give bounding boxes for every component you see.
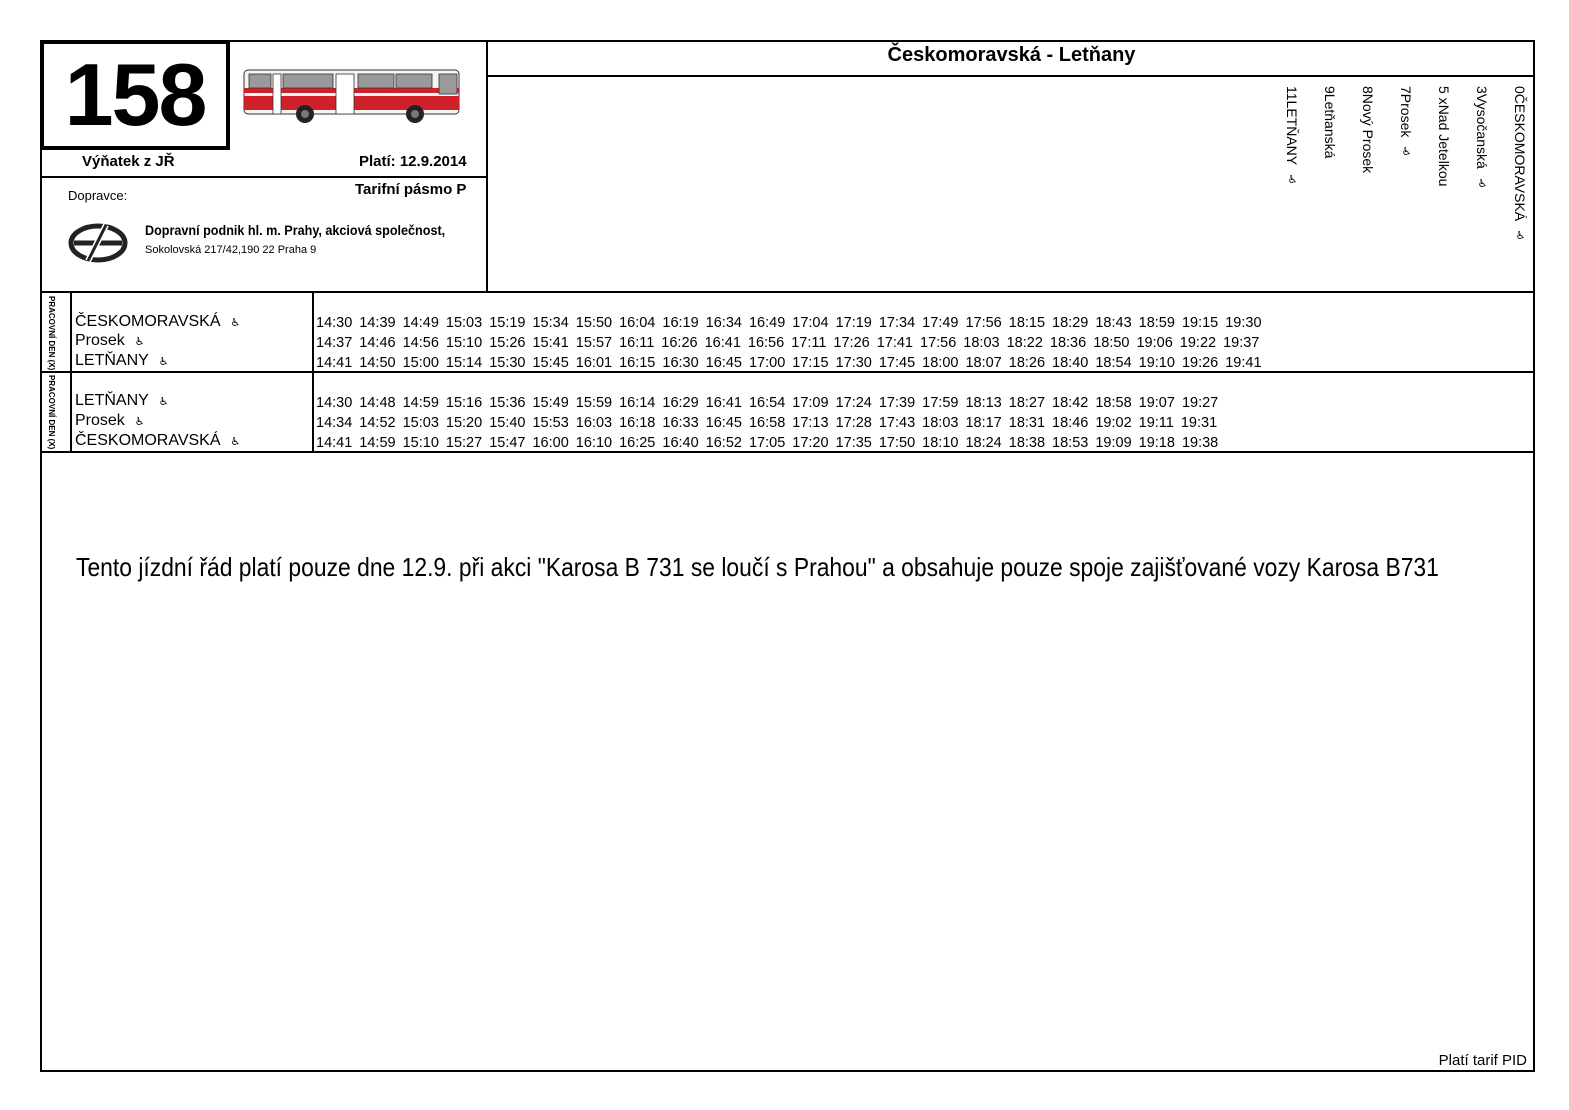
block-2-stop: Prosek ♿ (75, 412, 145, 429)
departure-time: 14:30 (316, 395, 353, 411)
block-2-stop: LETŇANY ♿ (75, 392, 169, 409)
departure-time: 15:00 (402, 355, 439, 371)
wheelchair-icon: ♿ (1286, 173, 1298, 187)
stop-list-item (1491, 86, 1529, 242)
departure-time: 14:30 (316, 315, 353, 331)
departure-times-row (316, 313, 1269, 333)
departure-time: 17:59 (922, 395, 959, 411)
departure-time: 16:10 (575, 435, 613, 451)
departure-time: 18:27 (1008, 395, 1046, 411)
stop-list-item (1339, 86, 1377, 242)
departure-time: 14:34 (316, 415, 353, 431)
departure-time: 17:39 (878, 395, 916, 411)
departure-time: 16:15 (619, 355, 656, 371)
departure-time: 19:06 (1136, 335, 1173, 351)
stop-name: Nad Jetelkou (1436, 104, 1452, 187)
departure-times-row (316, 333, 1266, 353)
departure-time: 19:15 (1181, 315, 1219, 331)
departure-time: 18:46 (1052, 415, 1089, 431)
bus-illustration (243, 66, 463, 124)
departure-time: 15:16 (445, 395, 483, 411)
departure-times-row (316, 393, 1225, 413)
departure-times-row (316, 413, 1224, 433)
departure-time: 17:24 (835, 395, 872, 411)
departure-time: 18:53 (1052, 435, 1089, 451)
departure-time: 19:30 (1225, 315, 1262, 331)
departure-time: 15:10 (445, 335, 483, 351)
departure-time: 16:33 (662, 415, 699, 431)
route-title: Českomoravská - Letňany (887, 44, 1136, 66)
block-1-stop: ČESKOMORAVSKÁ ♿ (75, 313, 241, 330)
departure-time: 17:09 (792, 395, 829, 411)
block-2-stop: ČESKOMORAVSKÁ ♿ (75, 432, 241, 449)
stop-minute: 3 (1474, 86, 1490, 94)
departure-time: 17:28 (835, 415, 872, 431)
departure-time: 18:26 (1008, 355, 1046, 371)
operator-address: Sokolovská 217/42,190 22 Praha 9 (145, 244, 317, 256)
departure-time: 17:20 (792, 435, 829, 451)
departure-time: 17:49 (922, 315, 959, 331)
departure-time: 16:00 (532, 435, 569, 451)
departure-time: 15:36 (489, 395, 526, 411)
departure-time: 15:30 (489, 355, 526, 371)
departure-time: 18:43 (1095, 315, 1132, 331)
departure-time: 17:00 (748, 355, 786, 371)
departure-time: 17:13 (792, 415, 829, 431)
stop-list-item (1377, 86, 1415, 242)
extract-label: Výňatek z JŘ (82, 153, 175, 170)
departure-time: 15:41 (532, 335, 569, 351)
departure-time: 15:03 (445, 315, 483, 331)
departure-time: 16:45 (705, 355, 742, 371)
departure-time: 18:03 (922, 415, 959, 431)
departure-time: 18:42 (1052, 395, 1089, 411)
stop-list-item (1415, 86, 1453, 242)
departure-time: 19:38 (1181, 435, 1219, 451)
departure-time: 18:36 (1049, 335, 1087, 351)
departure-time: 18:22 (1006, 335, 1043, 351)
departure-time: 18:40 (1052, 355, 1089, 371)
stop-list-item (1301, 86, 1339, 242)
departure-time: 17:30 (835, 355, 872, 371)
title-underline (486, 75, 1535, 77)
wheelchair-icon: ♿ (1514, 229, 1526, 243)
route-number: 158 (40, 40, 230, 150)
departure-time: 19:09 (1095, 435, 1132, 451)
wheelchair-icon: ♿ (230, 317, 241, 329)
stop-minute: 7 (1398, 86, 1414, 94)
wheelchair-icon: ♿ (1476, 176, 1488, 190)
departure-time: 15:50 (575, 315, 613, 331)
departure-time: 15:20 (445, 415, 483, 431)
departure-times-row (316, 433, 1225, 453)
stop-list (1263, 86, 1529, 242)
stop-minute: 0 (1512, 86, 1528, 94)
departure-time: 14:59 (359, 435, 396, 451)
departure-time: 17:15 (792, 355, 829, 371)
departure-time: 18:29 (1052, 315, 1089, 331)
stop-name: LETŇANY (1284, 100, 1300, 166)
departure-time: 15:40 (489, 415, 526, 431)
operator-name: Dopravní podnik hl. m. Prahy, akciová společnost, (145, 222, 446, 238)
block-1-stop: LETŇANY ♿ (75, 352, 169, 369)
departure-time: 17:35 (835, 435, 872, 451)
wheelchair-icon: ♿ (1400, 145, 1412, 159)
departure-time: 18:00 (922, 355, 959, 371)
wheelchair-icon: ♿ (158, 396, 169, 408)
departure-time: 19:41 (1225, 355, 1262, 371)
departure-time: 15:14 (445, 355, 483, 371)
departure-time: 16:40 (662, 435, 699, 451)
departure-time: 14:41 (316, 435, 353, 451)
departure-time: 16:03 (575, 415, 613, 431)
departure-time: 14:39 (359, 315, 396, 331)
departure-time: 18:24 (965, 435, 1002, 451)
departure-time: 17:41 (876, 335, 913, 351)
day-label: PRACOVNÍ DEN (X) (47, 375, 56, 450)
departure-time: 14:48 (359, 395, 396, 411)
validity-note: Tento jízdní řád platí pouze dne 12.9. při akci "Karosa B 731 se loučí s Prahou" a obsahuje pouze spoje zajišťované vozy Karosa B731 (76, 552, 1439, 582)
departure-time: 17:04 (792, 315, 829, 331)
departure-time: 15:34 (532, 315, 569, 331)
header-divider (486, 40, 488, 292)
departure-time: 15:53 (532, 415, 569, 431)
departure-time: 18:54 (1095, 355, 1132, 371)
departure-time: 18:50 (1093, 335, 1130, 351)
departure-time: 17:50 (878, 435, 916, 451)
departure-time: 17:05 (748, 435, 786, 451)
departure-time: 18:17 (965, 415, 1002, 431)
stop-column-line (312, 291, 314, 452)
departure-time: 15:47 (489, 435, 526, 451)
departure-time: 14:41 (316, 355, 353, 371)
departure-times-row (316, 353, 1269, 373)
departure-time: 18:31 (1008, 415, 1046, 431)
departure-time: 16:14 (619, 395, 656, 411)
departure-time: 16:56 (747, 335, 785, 351)
operator-label: Dopravce: (68, 188, 128, 203)
departure-time: 16:41 (705, 395, 742, 411)
departure-time: 17:11 (791, 335, 827, 351)
departure-time: 19:22 (1179, 335, 1217, 351)
departure-time: 16:26 (661, 335, 698, 351)
departure-time: 15:19 (489, 315, 526, 331)
departure-time: 16:19 (662, 315, 699, 331)
departure-time: 16:18 (619, 415, 656, 431)
wheelchair-icon: ♿ (134, 416, 145, 428)
departure-time: 16:25 (619, 435, 656, 451)
departure-time: 16:58 (748, 415, 786, 431)
departure-time: 16:11 (619, 335, 655, 351)
departure-time: 19:31 (1180, 415, 1218, 431)
wheelchair-icon: ♿ (134, 336, 145, 348)
stop-minute: 8 (1360, 86, 1376, 94)
departure-time: 15:03 (402, 415, 439, 431)
departure-time: 16:49 (748, 315, 786, 331)
day-label: PRACOVNÍ DEN (X) (47, 296, 56, 371)
departure-time: 18:03 (963, 335, 1000, 351)
departure-time: 14:52 (359, 415, 396, 431)
valid-from: Platí: 12.9.2014 (359, 153, 467, 170)
departure-time: 19:27 (1181, 395, 1219, 411)
departure-time: 19:37 (1223, 335, 1260, 351)
stop-name: ČESKOMORAVSKÁ (1512, 93, 1528, 222)
departure-time: 14:37 (316, 335, 353, 351)
label-column-line (70, 291, 72, 452)
departure-time: 19:10 (1138, 355, 1175, 371)
tariff-zone: Tarifní pásmo P (355, 181, 467, 198)
departure-time: 17:26 (833, 335, 870, 351)
departure-time: 16:54 (748, 395, 786, 411)
departure-time: 16:52 (705, 435, 742, 451)
departure-time: 19:18 (1138, 435, 1175, 451)
departure-time: 18:15 (1008, 315, 1046, 331)
departure-time: 17:45 (878, 355, 916, 371)
departure-time: 14:49 (402, 315, 439, 331)
departure-time: 17:19 (835, 315, 872, 331)
stop-name: Vysočanská (1474, 93, 1490, 169)
departure-time: 16:30 (662, 355, 699, 371)
departure-time: 18:07 (965, 355, 1002, 371)
departure-time: 16:41 (704, 335, 741, 351)
departure-time: 16:29 (662, 395, 699, 411)
departure-time: 15:27 (445, 435, 483, 451)
wheelchair-icon: ♿ (158, 356, 169, 368)
block-1-stop: Prosek ♿ (75, 332, 145, 349)
departure-time: 17:56 (920, 335, 957, 351)
departure-time: 19:11 (1138, 415, 1174, 431)
departure-time: 18:13 (965, 395, 1002, 411)
departure-time: 19:02 (1095, 415, 1132, 431)
departure-time: 18:10 (922, 435, 959, 451)
tariff-footer: Platí tarif PID (1438, 1052, 1527, 1069)
departure-time: 19:07 (1138, 395, 1175, 411)
departure-time: 15:10 (402, 435, 439, 451)
departure-time: 18:59 (1138, 315, 1175, 331)
stop-name: Letňanská (1322, 93, 1338, 159)
departure-time: 15:45 (532, 355, 569, 371)
departure-time: 17:56 (965, 315, 1002, 331)
departure-time: 15:57 (575, 335, 613, 351)
stop-minute: 11 (1284, 86, 1300, 101)
operator-logo (66, 219, 130, 267)
stop-name: Nový Prosek (1360, 93, 1376, 174)
info-divider (40, 176, 488, 178)
departure-time: 18:38 (1008, 435, 1046, 451)
departure-time: 16:04 (619, 315, 656, 331)
departure-time: 15:49 (532, 395, 569, 411)
stop-name: Prosek (1398, 93, 1414, 138)
stop-minute: 5 x (1436, 86, 1452, 105)
departure-time: 14:59 (402, 395, 439, 411)
departure-time: 16:01 (575, 355, 613, 371)
stop-minute: 9 (1322, 86, 1338, 94)
departure-time: 19:26 (1181, 355, 1219, 371)
departure-time: 17:43 (878, 415, 916, 431)
departure-time: 15:59 (575, 395, 613, 411)
departure-time: 18:58 (1095, 395, 1132, 411)
header-bottom (40, 291, 1535, 293)
departure-time: 16:45 (705, 415, 742, 431)
departure-time: 16:34 (705, 315, 742, 331)
stop-list-item (1453, 86, 1491, 242)
stop-list-item (1263, 86, 1301, 242)
departure-time: 17:34 (878, 315, 916, 331)
departure-time: 14:56 (402, 335, 439, 351)
departure-time: 15:26 (489, 335, 526, 351)
departure-time: 14:50 (359, 355, 396, 371)
wheelchair-icon: ♿ (230, 436, 241, 448)
departure-time: 14:46 (359, 335, 396, 351)
